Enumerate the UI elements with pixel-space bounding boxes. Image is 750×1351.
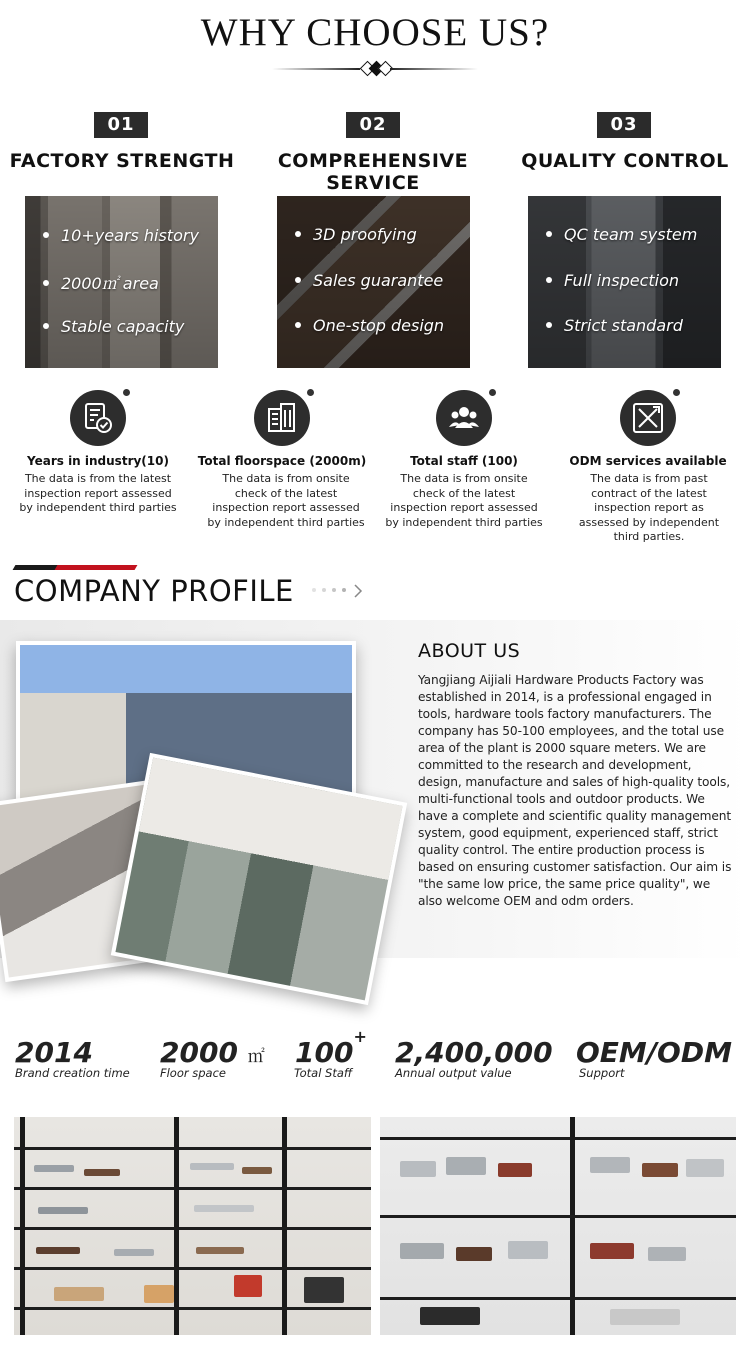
title-divider — [272, 62, 478, 76]
icon-corner-dot — [673, 389, 680, 396]
figure-value: 2014 — [15, 1036, 93, 1069]
bullet-dot-icon — [546, 322, 552, 328]
stat-description: The data is from onsite check of the latest inspection report assessed by independent third parties — [385, 472, 543, 529]
about-title: ABOUT US — [418, 640, 521, 662]
bullet-item: 10+years history — [43, 226, 199, 245]
column-number-badge: 02 — [346, 112, 400, 138]
stat-description: The data is from the latest inspection report assessed by independent third parties — [19, 472, 177, 514]
column-title: QUALITY CONTROL — [521, 150, 729, 172]
bullet-dot-icon — [295, 231, 301, 237]
factory-strength-card — [25, 196, 218, 368]
showroom-photo — [380, 1117, 736, 1335]
figure-caption: Floor space — [160, 1066, 227, 1080]
showroom-photo — [14, 1117, 371, 1335]
stat-title: Total staff (100) — [410, 454, 518, 468]
comprehensive-service-card — [277, 196, 470, 368]
column-number-badge: 03 — [597, 112, 651, 138]
icon-corner-dot — [307, 389, 314, 396]
tools-icon — [620, 390, 676, 446]
column-number-badge: 01 — [94, 112, 148, 138]
figure-value: OEM/ODM — [576, 1036, 732, 1069]
column-title: COMPREHENSIVE SERVICE — [277, 150, 469, 194]
stat-description: The data is from onsite check of the latest inspection report assessed by independent third parties — [207, 472, 365, 529]
figure-caption: Annual output value — [395, 1066, 512, 1080]
figure-caption: Total Staff — [294, 1066, 353, 1080]
figure-caption: Brand creation time — [15, 1066, 130, 1080]
bullet-item: Stable capacity — [43, 317, 184, 336]
stat-description: The data is from past contract of the latest inspection report as assessed by independent third parties. — [578, 472, 720, 543]
quality-control-card — [528, 196, 721, 368]
bullet-dot-icon — [43, 323, 49, 329]
staff-icon — [436, 390, 492, 446]
bullet-item: 2000㎡ area — [43, 271, 159, 294]
icon-corner-dot — [489, 389, 496, 396]
bullet-item: QC team system — [546, 225, 697, 244]
building-icon — [254, 390, 310, 446]
bullet-item: Full inspection — [546, 271, 679, 290]
bullet-dot-icon — [43, 232, 49, 238]
certificate-icon — [70, 390, 126, 446]
chevron-right-icon — [352, 584, 364, 598]
bullet-item: Sales guarantee — [295, 271, 443, 290]
stat-title: Years in industry(10) — [27, 454, 169, 468]
icon-corner-dot — [123, 389, 130, 396]
figure-caption: Support — [579, 1066, 625, 1080]
figure-value: 2,400,000 — [395, 1036, 553, 1069]
bullet-dot-icon — [546, 231, 552, 237]
bullet-item: One-stop design — [295, 316, 444, 335]
carousel-dots — [312, 584, 372, 598]
page-title: WHY CHOOSE US? — [200, 11, 550, 54]
figure-value: 2000 ㎡ — [160, 1036, 265, 1069]
bullet-dot-icon — [43, 280, 49, 286]
bullet-dot-icon — [546, 277, 552, 283]
section-title: COMPANY PROFILE — [14, 574, 294, 608]
bullet-dot-icon — [295, 322, 301, 328]
figure-value: 100+ — [295, 1026, 367, 1069]
column-title: FACTORY STRENGTH — [9, 150, 235, 172]
bullet-item: 3D proofying — [295, 225, 417, 244]
stat-title: Total floorspace (2000m) — [197, 454, 367, 468]
bullet-item: Strict standard — [546, 316, 683, 335]
about-text: Yangjiang Aijiali Hardware Products Factory was established in 2014, is a professional engaged in tools, hardware tools factory manufacturers. The company has 50-100 employees, and the total use area of the plant is 2000 square meters. We are committed to the research and development, design, manufacture and sales of high-quality tools, multi-functional tools and outdoor products. We have a complete and scientific quality management system, good equipment, experienced staff, strict quality control. The entire production process is based on ensuring customer satisfaction. Our aim is "the same low price, the same price quality", we also welcome OEM and odm orders. — [418, 673, 732, 908]
bullet-dot-icon — [295, 277, 301, 283]
stat-title: ODM services available — [569, 454, 727, 468]
